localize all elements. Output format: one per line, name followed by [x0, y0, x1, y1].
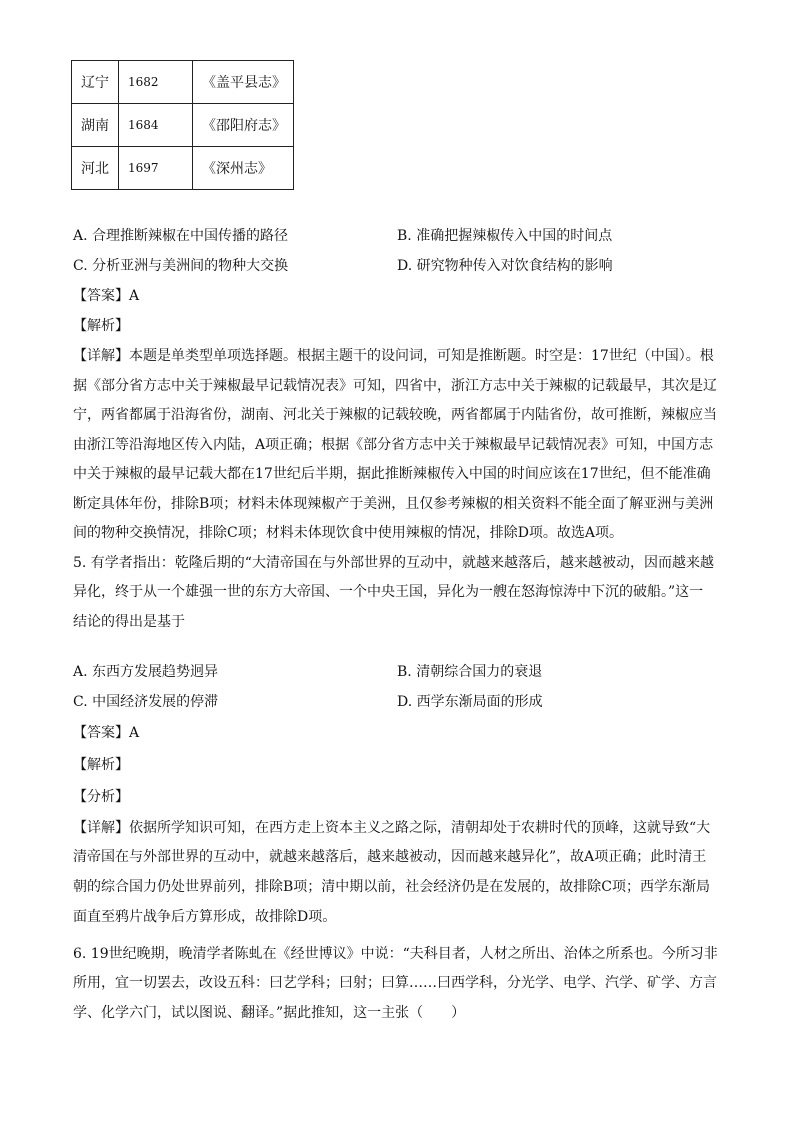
- province-cell: 辽宁: [72, 61, 119, 104]
- q5-option-c: C. 中国经济发展的停滞: [73, 694, 219, 710]
- q4-option-a: A. 合理推断辣椒在中国传播的路径: [73, 228, 289, 244]
- table-row: [72, 147, 294, 190]
- q4-detail-line: 间的物种交换情况，排除C项；材料未体现饮食中使用辣椒的情况，排除D项。故选A项。: [73, 525, 624, 541]
- q4-option-c: C. 分析亚洲与美洲间的物种大交换: [73, 258, 289, 274]
- year-cell: 1682: [119, 61, 193, 104]
- q5-detail-line: 朝的综合国力仍处世界前列，排除B项；清中期以前，社会经济仍是在发展的，故排除C项；西学东渐局: [73, 879, 710, 895]
- q6-stem-line: 所用，宜一切罢去，改设五科：曰艺学科；曰射；曰算……曰西学科，分光学、电学、汽学、矿学、方言: [73, 975, 717, 991]
- q5-option-a: A. 东西方发展趋势迥异: [73, 664, 219, 680]
- table-row: [72, 104, 294, 147]
- province-cell: 河北: [72, 147, 119, 190]
- q6-stem-line: 6. 19世纪晚期，晚清学者陈虬在《经世博议》中说：“夫科目者，人材之所出、治体之所系也。今所习非: [73, 946, 718, 962]
- q5-option-b: B. 清朝综合国力的衰退: [397, 664, 543, 680]
- year-cell: 1697: [119, 147, 193, 190]
- source-cell: 《邵阳府志》: [193, 104, 294, 147]
- q4-detail-line: 断定具体年份，排除B项；材料未体现辣椒产于美洲，且仅参考辣椒的相关资料不能全面了解亚洲与美洲: [73, 496, 714, 512]
- q4-option-b: B. 准确把握辣椒传入中国的时间点: [397, 228, 613, 244]
- q4-detail-line: 中关于辣椒的最早记载大都在17世纪后半期，据此推断辣椒传入中国的时间应该在17世纪，但不能准确: [73, 466, 711, 482]
- q4-detail-line: 由浙江等沿海地区传入内陆，A项正确；根据《部分省方志中关于辣椒最早记载情况表》可知，中国方志: [73, 437, 714, 453]
- q5-detail-line: 清帝国在与外部世界的互动中，就越来越落后，越来越被动，因而越来越异化”，故A项正确；此时清王: [73, 849, 707, 865]
- source-cell: 《盖平县志》: [193, 61, 294, 104]
- province-cell: 湖南: [72, 104, 119, 147]
- q5-stem-line: 5. 有学者指出：乾隆后期的“大清帝国在与外部世界的互动中，就越来越落后，越来越被动，因而越来越: [73, 555, 714, 571]
- source-cell: 《深州志》: [193, 147, 294, 190]
- q4-option-d: D. 研究物种传入对饮食结构的影响: [397, 258, 613, 274]
- q4-analysis-heading: 【解析】: [73, 318, 129, 334]
- q4-detail-line: 【详解】本题是单类型单项选择题。根据主题干的设问词，可知是推断题。时空是：17世纪（中国）。根: [73, 348, 714, 364]
- q4-detail-line: 宁，两省都属于沿海省份，湖南、河北关于辣椒的记载较晚，两省都属于内陆省份，故可推断，辣椒应当: [73, 407, 717, 423]
- q5-option-d: D. 西学东渐局面的形成: [397, 694, 543, 710]
- q5-fenxi-heading: 【分析】: [73, 789, 129, 805]
- q5-stem-line: 结论的得出是基于: [73, 614, 185, 630]
- q4-answer: 【答案】A: [73, 288, 140, 304]
- pepper-records-table: [71, 60, 294, 190]
- q5-answer: 【答案】A: [73, 725, 140, 741]
- q6-stem-line: 学、化学六门，试以图说、翻译。”据此推知，这一主张（ ）: [73, 1005, 466, 1021]
- q5-stem-line: 异化，终于从一个雄强一世的东方大帝国、一个中央王国，异化为一艘在怒海惊涛中下沉的破船。”这一: [73, 584, 704, 600]
- q5-detail-line: 面直至鸦片战争后方算形成，故排除D项。: [73, 909, 337, 925]
- q5-detail-line: 【详解】依据所学知识可知，在西方走上资本主义之路之际，清朝却处于农耕时代的顶峰，这就导致“大: [73, 820, 711, 836]
- year-cell: 1684: [119, 104, 193, 147]
- q5-analysis-heading: 【解析】: [73, 757, 129, 773]
- q4-detail-line: 据《部分省方志中关于辣椒最早记载情况表》可知，四省中，浙江方志中关于辣椒的记载最早，其次是辽: [73, 378, 717, 394]
- table-row: [72, 61, 294, 104]
